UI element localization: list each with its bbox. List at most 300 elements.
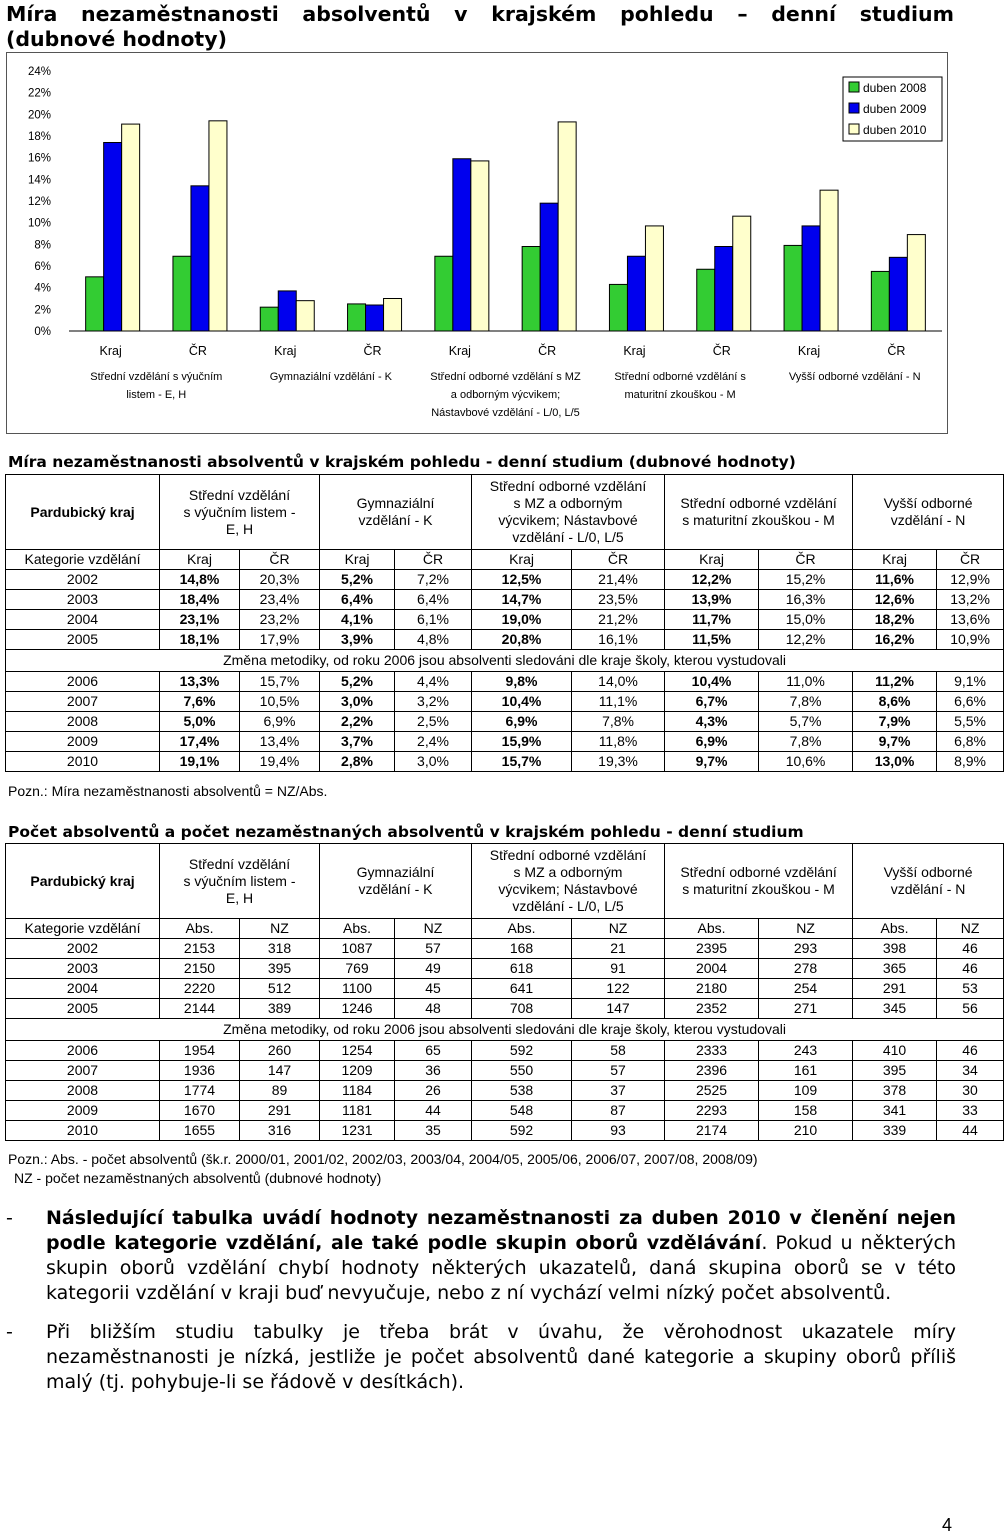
y-tick-label: 6% bbox=[34, 261, 51, 273]
table-cell: 3,0% bbox=[320, 692, 395, 712]
bar bbox=[697, 269, 715, 331]
table-row bbox=[6, 570, 1004, 590]
table1-title: Míra nezaměstnanosti absolventů v krajském pohledu - denní studium (dubnové hodnoty) bbox=[8, 453, 796, 471]
group-header-line: s maturitní zkouškou - M bbox=[682, 512, 835, 528]
table-cell: 12,2% bbox=[665, 570, 759, 590]
table-cell: 1246 bbox=[320, 999, 395, 1019]
table-cell: 6,6% bbox=[937, 692, 1004, 712]
table-cell: 2007 bbox=[6, 692, 160, 712]
table-cell: 10,4% bbox=[472, 692, 572, 712]
table-cell: 410 bbox=[853, 1041, 937, 1061]
table-cell: 21,4% bbox=[572, 570, 665, 590]
table-cell: 87 bbox=[572, 1101, 665, 1121]
table-cell: 14,8% bbox=[160, 570, 240, 590]
subheader-cell: Kraj bbox=[853, 550, 937, 570]
table-cell: 2352 bbox=[665, 999, 759, 1019]
bullet-list bbox=[6, 1206, 956, 1409]
group-header-line: vzdělání - K bbox=[358, 881, 433, 897]
table-cell: 17,4% bbox=[160, 732, 240, 752]
table-cell: 49 bbox=[395, 959, 472, 979]
table-row bbox=[6, 752, 1004, 772]
table-row bbox=[6, 610, 1004, 630]
table-cell: 5,5% bbox=[937, 712, 1004, 732]
table-cell: 15,0% bbox=[759, 610, 853, 630]
table-row bbox=[6, 1041, 1004, 1061]
table-cell: 2002 bbox=[6, 570, 160, 590]
sub-category-label: ČR bbox=[887, 344, 906, 358]
table-cell: 44 bbox=[937, 1121, 1004, 1141]
table-row bbox=[6, 732, 1004, 752]
table-cell: 395 bbox=[853, 1061, 937, 1081]
table-cell: 2174 bbox=[665, 1121, 759, 1141]
table-cell: 6,9% bbox=[665, 732, 759, 752]
table-cell: 2003 bbox=[6, 959, 160, 979]
table-cell: 1954 bbox=[160, 1041, 240, 1061]
table-cell: 5,2% bbox=[320, 672, 395, 692]
bar bbox=[558, 122, 576, 331]
group-header-line: s MZ a odborným bbox=[513, 495, 623, 511]
table-cell: 2006 bbox=[6, 1041, 160, 1061]
table-row bbox=[6, 1121, 1004, 1141]
bar bbox=[802, 226, 820, 331]
category-label: Kategorie vzdělání bbox=[6, 550, 160, 570]
table-cell: 2333 bbox=[665, 1041, 759, 1061]
table-cell: 168 bbox=[472, 939, 572, 959]
table-row bbox=[6, 630, 1004, 650]
group-label: a odborným výcvikem; bbox=[450, 389, 561, 401]
table-cell: 1774 bbox=[160, 1081, 240, 1101]
table-cell: 20,3% bbox=[240, 570, 320, 590]
table-cell: 550 bbox=[472, 1061, 572, 1081]
table-cell: 3,0% bbox=[395, 752, 472, 772]
bullet-text: . Pokud u některých skupin oborů vzdělání chybí hodnoty některých ukazatelů, daná skupina oborů se v této kategorii vzdělání v kraji buď nevyučuje, nebo z ní vychází velmi nízký počet absolventů. bbox=[46, 1232, 956, 1304]
table-cell: 7,8% bbox=[759, 732, 853, 752]
table-cell: 109 bbox=[759, 1081, 853, 1101]
table-cell: 4,8% bbox=[395, 630, 472, 650]
table-cell: 17,9% bbox=[240, 630, 320, 650]
bar bbox=[296, 301, 314, 331]
subheader-cell: ČR bbox=[395, 550, 472, 570]
table-cell: 2010 bbox=[6, 752, 160, 772]
group-header-line: Střední odborné vzdělání bbox=[489, 478, 647, 494]
table-cell: 3,2% bbox=[395, 692, 472, 712]
bar bbox=[366, 305, 384, 331]
group-header-line: s výučním listem - bbox=[183, 872, 296, 889]
bullet-text: Při bližším studiu tabulky je třeba brát v úvahu, že věrohodnost ukazatele míry nezaměstnanosti je nízká, jestliže je počet absolventů dané kategorie a skupiny oborů příliš malý (tj. pohybuje-li se řádově v desítkách). bbox=[46, 1321, 956, 1393]
group-header bbox=[665, 844, 853, 919]
bar bbox=[871, 271, 889, 331]
table-cell: 278 bbox=[759, 959, 853, 979]
group-header-line: s výučním listem - bbox=[183, 503, 296, 520]
bar bbox=[471, 161, 489, 331]
table-cell: 1231 bbox=[320, 1121, 395, 1141]
table-cell: 395 bbox=[240, 959, 320, 979]
table-cell: 5,0% bbox=[160, 712, 240, 732]
group-header-line: Vyšší odborné bbox=[883, 495, 973, 511]
bar-chart bbox=[7, 53, 947, 433]
table-cell: 58 bbox=[572, 1041, 665, 1061]
table-cell: 2144 bbox=[160, 999, 240, 1019]
bar bbox=[209, 121, 227, 331]
subheader-row bbox=[6, 550, 1004, 570]
group-header bbox=[160, 475, 320, 550]
table-cell: 7,2% bbox=[395, 570, 472, 590]
group-header-line: výcvikem; Nástavbové bbox=[498, 512, 638, 528]
table-cell: 10,5% bbox=[240, 692, 320, 712]
bar bbox=[278, 291, 296, 331]
group-header-line: vzdělání - L/0, L/5 bbox=[512, 529, 624, 545]
group-label: Střední odborné vzdělání s MZ bbox=[430, 371, 581, 383]
bar bbox=[907, 235, 925, 331]
y-tick-label: 2% bbox=[34, 304, 51, 317]
bar bbox=[453, 159, 471, 331]
table-cell: 708 bbox=[472, 999, 572, 1019]
table-row bbox=[6, 712, 1004, 732]
table-row bbox=[6, 1101, 1004, 1121]
table-cell: 3,7% bbox=[320, 732, 395, 752]
group-header bbox=[853, 475, 1004, 550]
table-cell: 538 bbox=[472, 1081, 572, 1101]
table-cell: 2005 bbox=[6, 630, 160, 650]
table-cell: 11,7% bbox=[665, 610, 759, 630]
table-cell: 341 bbox=[853, 1101, 937, 1121]
group-header-line: Střední vzdělání bbox=[188, 855, 291, 872]
table-cell: 389 bbox=[240, 999, 320, 1019]
table-cell: 6,1% bbox=[395, 610, 472, 630]
subheader-cell: ČR bbox=[937, 550, 1004, 570]
table-cell: 37 bbox=[572, 1081, 665, 1101]
table-cell: 44 bbox=[395, 1101, 472, 1121]
table-cell: 291 bbox=[240, 1101, 320, 1121]
group-header-line: E, H bbox=[225, 520, 254, 537]
table-cell: 122 bbox=[572, 979, 665, 999]
table-cell: 9,7% bbox=[853, 732, 937, 752]
subheader-cell: NZ bbox=[937, 919, 1004, 939]
table-cell: 14,0% bbox=[572, 672, 665, 692]
table-cell: 2220 bbox=[160, 979, 240, 999]
table-corner: Pardubický kraj bbox=[6, 475, 160, 550]
group-header bbox=[160, 844, 320, 919]
group-label: Nástavbové vzdělání - L/0, L/5 bbox=[431, 407, 580, 419]
table-row bbox=[6, 1061, 1004, 1081]
subheader-cell: ČR bbox=[572, 550, 665, 570]
sub-category-label: ČR bbox=[538, 344, 557, 358]
bar bbox=[522, 247, 540, 332]
table-cell: 57 bbox=[572, 1061, 665, 1081]
table-cell: 1655 bbox=[160, 1121, 240, 1141]
group-header bbox=[320, 844, 472, 919]
bar-chart-panel bbox=[6, 52, 948, 434]
table-cell: 11,0% bbox=[759, 672, 853, 692]
table-cell: 65 bbox=[395, 1041, 472, 1061]
bar bbox=[645, 226, 663, 331]
table-cell: 23,4% bbox=[240, 590, 320, 610]
group-label: listem - E, H bbox=[126, 389, 187, 401]
page-title-line1: Míra nezaměstnanosti absolventů v krajském pohledu – denní studium bbox=[6, 2, 954, 26]
table-cell: 345 bbox=[853, 999, 937, 1019]
group-header-line: E, H bbox=[225, 889, 254, 906]
table-cell: 10,4% bbox=[665, 672, 759, 692]
table-cell: 20,8% bbox=[472, 630, 572, 650]
group-header bbox=[853, 844, 1004, 919]
table-cell: 13,9% bbox=[665, 590, 759, 610]
table-cell: 512 bbox=[240, 979, 320, 999]
methodology-note-row bbox=[6, 1019, 1004, 1041]
bullet-bold-text: Následující tabulka uvádí hodnoty nezaměstnanosti za duben 2010 v členění nejen podle kategorie vzdělání, ale také podle skupin oborů vzdělávání bbox=[46, 1207, 956, 1254]
table-cell: 2004 bbox=[6, 610, 160, 630]
legend-swatch bbox=[849, 82, 859, 92]
legend-label: duben 2008 bbox=[863, 81, 927, 95]
subheader-cell: NZ bbox=[572, 919, 665, 939]
table-cell: 14,7% bbox=[472, 590, 572, 610]
bar bbox=[820, 190, 838, 331]
table-cell: 15,9% bbox=[472, 732, 572, 752]
table-cell: 592 bbox=[472, 1121, 572, 1141]
subheader-cell: Kraj bbox=[472, 550, 572, 570]
y-tick-label: 4% bbox=[34, 282, 51, 295]
table-cell: 13,2% bbox=[937, 590, 1004, 610]
table-cell: 21 bbox=[572, 939, 665, 959]
table-cell: 1254 bbox=[320, 1041, 395, 1061]
table-cell: 5,2% bbox=[320, 570, 395, 590]
bar bbox=[348, 304, 366, 331]
table-cell: 2008 bbox=[6, 712, 160, 732]
table-cell: 6,9% bbox=[240, 712, 320, 732]
table-cell: 2008 bbox=[6, 1081, 160, 1101]
table-row bbox=[6, 959, 1004, 979]
table-cell: 19,3% bbox=[572, 752, 665, 772]
bar bbox=[384, 299, 402, 332]
table-cell: 291 bbox=[853, 979, 937, 999]
table-cell: 293 bbox=[759, 939, 853, 959]
table-cell: 243 bbox=[759, 1041, 853, 1061]
table-cell: 161 bbox=[759, 1061, 853, 1081]
table-cell: 4,3% bbox=[665, 712, 759, 732]
table-row bbox=[6, 1081, 1004, 1101]
group-header-line: vzdělání - N bbox=[890, 881, 966, 897]
y-tick-label: 10% bbox=[27, 217, 51, 230]
table-cell: 46 bbox=[937, 939, 1004, 959]
bar bbox=[86, 277, 104, 331]
table-cell: 30 bbox=[937, 1081, 1004, 1101]
subheader-cell: Abs. bbox=[320, 919, 395, 939]
table-cell: 2,5% bbox=[395, 712, 472, 732]
subheader-cell: Abs. bbox=[665, 919, 759, 939]
table-cell: 46 bbox=[937, 959, 1004, 979]
sub-category-label: Kraj bbox=[99, 344, 122, 358]
table-cell: 16,2% bbox=[853, 630, 937, 650]
bar bbox=[889, 257, 907, 331]
subheader-cell: NZ bbox=[240, 919, 320, 939]
table-cell: 316 bbox=[240, 1121, 320, 1141]
group-header-line: Střední odborné vzdělání bbox=[680, 495, 837, 511]
bar bbox=[435, 256, 453, 331]
table-cell: 147 bbox=[572, 999, 665, 1019]
table-row bbox=[6, 939, 1004, 959]
category-label: Kategorie vzdělání bbox=[6, 919, 160, 939]
table-cell: 23,5% bbox=[572, 590, 665, 610]
group-header-line: s maturitní zkouškou - M bbox=[682, 881, 835, 897]
table-cell: 18,2% bbox=[853, 610, 937, 630]
subheader-row bbox=[6, 919, 1004, 939]
table-cell: 89 bbox=[240, 1081, 320, 1101]
sub-category-label: Kraj bbox=[274, 344, 297, 358]
table-cell: 4,1% bbox=[320, 610, 395, 630]
table-cell: 158 bbox=[759, 1101, 853, 1121]
table-cell: 339 bbox=[853, 1121, 937, 1141]
table-cell: 1936 bbox=[160, 1061, 240, 1081]
sub-category-label: ČR bbox=[188, 344, 207, 358]
table-header-row bbox=[6, 475, 1004, 550]
group-header-line: Střední odborné vzdělání bbox=[680, 864, 837, 880]
table-cell: 8,6% bbox=[853, 692, 937, 712]
table-cell: 2003 bbox=[6, 590, 160, 610]
group-header-line: výcvikem; Nástavbové bbox=[498, 881, 638, 897]
table-cell: 12,5% bbox=[472, 570, 572, 590]
table-cell: 23,1% bbox=[160, 610, 240, 630]
table-cell: 16,1% bbox=[572, 630, 665, 650]
sub-category-label: Kraj bbox=[797, 344, 821, 358]
table-cell: 9,8% bbox=[472, 672, 572, 692]
table-cell: 6,4% bbox=[320, 590, 395, 610]
table-cell: 1100 bbox=[320, 979, 395, 999]
table-row bbox=[6, 692, 1004, 712]
table-cell: 11,2% bbox=[853, 672, 937, 692]
group-header-line: vzdělání - K bbox=[358, 512, 433, 528]
table-cell: 6,7% bbox=[665, 692, 759, 712]
y-tick-label: 14% bbox=[27, 174, 51, 187]
table-cell: 15,7% bbox=[472, 752, 572, 772]
group-header bbox=[665, 475, 853, 550]
table-cell: 365 bbox=[853, 959, 937, 979]
table-cell: 2007 bbox=[6, 1061, 160, 1081]
table-cell: 769 bbox=[320, 959, 395, 979]
table-cell: 618 bbox=[472, 959, 572, 979]
table-cell: 19,0% bbox=[472, 610, 572, 630]
table-cell: 16,3% bbox=[759, 590, 853, 610]
y-tick-label: 8% bbox=[34, 239, 51, 252]
table-cell: 1181 bbox=[320, 1101, 395, 1121]
table-cell: 4,4% bbox=[395, 672, 472, 692]
sub-category-label: ČR bbox=[363, 344, 382, 358]
table-row bbox=[6, 999, 1004, 1019]
table-cell: 21,2% bbox=[572, 610, 665, 630]
table-cell: 18,1% bbox=[160, 630, 240, 650]
table-cell: 91 bbox=[572, 959, 665, 979]
table-cell: 9,1% bbox=[937, 672, 1004, 692]
table-cell: 2150 bbox=[160, 959, 240, 979]
group-header-line: s MZ a odborným bbox=[513, 864, 623, 880]
table-cell: 2395 bbox=[665, 939, 759, 959]
table-cell: 1087 bbox=[320, 939, 395, 959]
y-tick-label: 20% bbox=[27, 109, 51, 122]
table-cell: 8,9% bbox=[937, 752, 1004, 772]
group-label: Gymnaziální vzdělání - K bbox=[269, 371, 393, 383]
legend-swatch bbox=[849, 124, 859, 134]
table-cell: 260 bbox=[240, 1041, 320, 1061]
group-label: Střední vzdělání s výučním bbox=[90, 371, 223, 383]
bar bbox=[609, 284, 627, 331]
subheader-cell: ČR bbox=[759, 550, 853, 570]
table-cell: 378 bbox=[853, 1081, 937, 1101]
table-cell: 10,6% bbox=[759, 752, 853, 772]
bar bbox=[260, 307, 278, 331]
table-cell: 2,2% bbox=[320, 712, 395, 732]
table-cell: 1184 bbox=[320, 1081, 395, 1101]
table-cell: 23,2% bbox=[240, 610, 320, 630]
bar bbox=[104, 143, 122, 332]
table-cell: 271 bbox=[759, 999, 853, 1019]
table-cell: 35 bbox=[395, 1121, 472, 1141]
table-cell: 13,6% bbox=[937, 610, 1004, 630]
table-cell: 48 bbox=[395, 999, 472, 1019]
table-cell: 36 bbox=[395, 1061, 472, 1081]
table-cell: 13,0% bbox=[853, 752, 937, 772]
table-cell: 7,8% bbox=[759, 692, 853, 712]
table-cell: 26 bbox=[395, 1081, 472, 1101]
group-header-line: vzdělání - L/0, L/5 bbox=[512, 898, 624, 914]
bullet-item-2 bbox=[6, 1320, 956, 1395]
y-tick-label: 16% bbox=[27, 152, 51, 165]
table-cell: 7,8% bbox=[572, 712, 665, 732]
table-row bbox=[6, 590, 1004, 610]
page-title bbox=[6, 2, 954, 52]
table-cell: 2396 bbox=[665, 1061, 759, 1081]
table-cell: 318 bbox=[240, 939, 320, 959]
page-title-line2: (dubnové hodnoty) bbox=[6, 27, 227, 51]
subheader-cell: Abs. bbox=[472, 919, 572, 939]
table-cell: 2525 bbox=[665, 1081, 759, 1101]
table-cell: 2009 bbox=[6, 732, 160, 752]
group-header-line: Vyšší odborné bbox=[883, 864, 973, 880]
group-header bbox=[472, 844, 665, 919]
subheader-cell: NZ bbox=[759, 919, 853, 939]
table-cell: 2009 bbox=[6, 1101, 160, 1121]
table-cell: 5,7% bbox=[759, 712, 853, 732]
table-cell: 2010 bbox=[6, 1121, 160, 1141]
table-cell: 56 bbox=[937, 999, 1004, 1019]
group-header-line: Gymnaziální bbox=[356, 495, 435, 511]
bar bbox=[122, 124, 140, 331]
table-cell: 11,6% bbox=[853, 570, 937, 590]
table-cell: 93 bbox=[572, 1121, 665, 1141]
methodology-note: Změna metodiky, od roku 2006 jsou absolventi sledováni dle kraje školy, kterou vystudovali bbox=[6, 1019, 1004, 1041]
table-row bbox=[6, 979, 1004, 999]
bar bbox=[540, 203, 558, 331]
sub-category-label: Kraj bbox=[623, 344, 646, 358]
table2-note-2: NZ - počet nezaměstnaných absolventů (dubnové hodnoty) bbox=[14, 1170, 382, 1186]
table2-note-1: Pozn.: Abs. - počet absolventů (šk.r. 2000/01, 2001/02, 2002/03, 2003/04, 2004/05, 2005/06, 2006/07, 2007/08, 2008/09) bbox=[8, 1151, 758, 1167]
bar bbox=[733, 216, 751, 331]
sub-category-label: Kraj bbox=[448, 344, 471, 358]
bar bbox=[627, 256, 645, 331]
bar bbox=[191, 186, 209, 331]
table-cell: 2,4% bbox=[395, 732, 472, 752]
table-cell: 46 bbox=[937, 1041, 1004, 1061]
table2-title: Počet absolventů a počet nezaměstnaných absolventů v krajském pohledu - denní studium bbox=[8, 823, 804, 841]
y-tick-label: 12% bbox=[27, 196, 51, 208]
bullet-item-1 bbox=[6, 1206, 956, 1306]
sub-category-label: ČR bbox=[712, 344, 731, 358]
graduates-count-table bbox=[5, 843, 1004, 1141]
table-cell: 6,8% bbox=[937, 732, 1004, 752]
table-cell: 147 bbox=[240, 1061, 320, 1081]
table-cell: 13,4% bbox=[240, 732, 320, 752]
table-cell: 15,7% bbox=[240, 672, 320, 692]
table-cell: 2153 bbox=[160, 939, 240, 959]
legend-label: duben 2010 bbox=[863, 123, 927, 137]
table-cell: 2004 bbox=[6, 979, 160, 999]
